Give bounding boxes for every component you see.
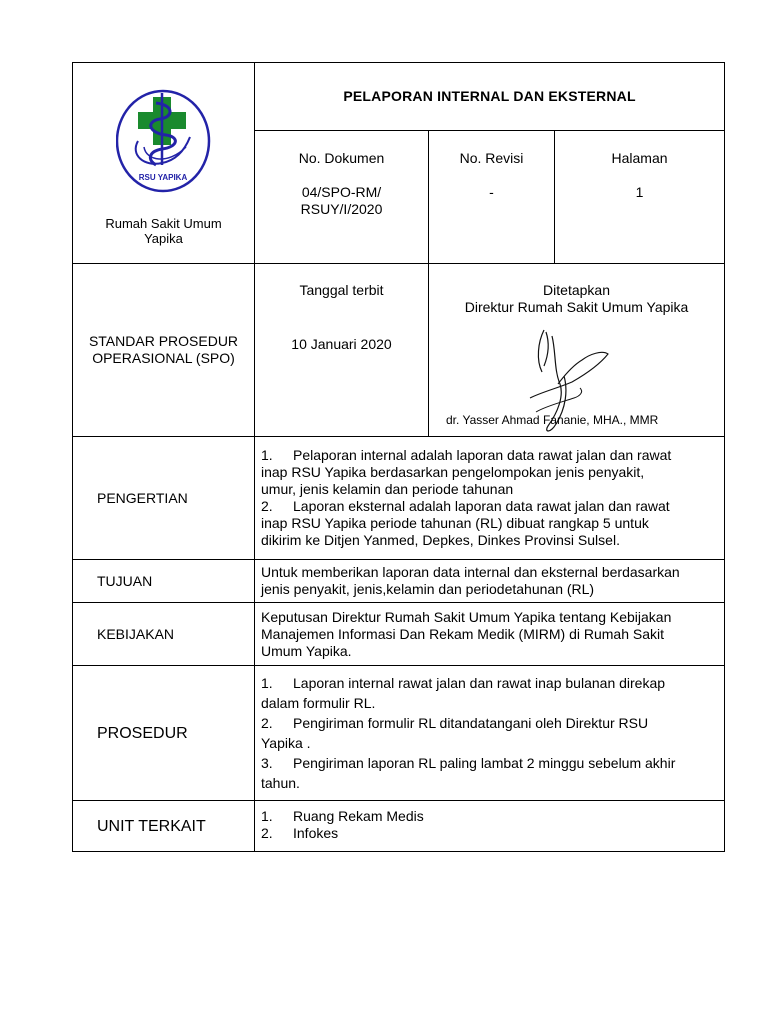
page-cell: [555, 131, 725, 264]
doc-number-line1: 04/SPO-RM/: [301, 184, 382, 200]
hospital-name-line1: Rumah Sakit Umum: [105, 216, 222, 231]
pengertian-item-1-line2: inap RSU Yapika berdasarkan pengelompokan jenis penyakit,: [261, 464, 645, 480]
prosedur-item-2: [261, 713, 720, 753]
prosedur-body: [255, 666, 725, 801]
issue-date-label: Tanggal terbit: [299, 282, 384, 298]
hospital-name: [73, 216, 254, 246]
unit-terkait-label: UNIT TERKAIT: [73, 801, 255, 852]
signer-name: dr. Yasser Ahmad Fananie, MHA., MMR: [446, 413, 659, 427]
revision-cell: [429, 131, 555, 264]
prosedur-item-2-line1: Pengiriman formulir RL ditandatangani oleh Direktur RSU: [293, 715, 649, 731]
doc-number-line2: RSUY/I/2020: [300, 201, 383, 217]
unit-terkait-body: [255, 801, 725, 852]
tujuan-line2: jenis penyakit, jenis,kelamin dan periodetahunan (RL): [261, 581, 595, 597]
approval-label: Ditetapkan: [543, 282, 610, 298]
kebijakan-body: [255, 603, 725, 666]
hospital-name-line2: Yapika: [144, 231, 183, 246]
spo-table: [72, 62, 725, 852]
issue-date-value: 10 Januari 2020: [291, 336, 392, 352]
page-value: 1: [635, 184, 644, 200]
pengertian-label: PENGERTIAN: [73, 437, 255, 560]
pengertian-item-1-line3: umur, jenis kelamin dan periode tahunan: [261, 481, 514, 497]
prosedur-label: PROSEDUR: [73, 666, 255, 801]
kebijakan-line3: Umum Yapika.: [261, 642, 352, 659]
page-label: Halaman: [611, 150, 668, 166]
prosedur-item-1-line1: Laporan internal rawat jalan dan rawat inap bulanan direkap: [293, 675, 666, 691]
pengertian-body: [255, 437, 725, 560]
kebijakan-line2: Manajemen Informasi Dan Rekam Medik (MIRM) di Rumah Sakit: [261, 625, 665, 642]
pengertian-item-1: [261, 447, 720, 498]
item-number: 1.: [261, 447, 273, 463]
prosedur-item-1: [261, 673, 720, 713]
tujuan-label: TUJUAN: [73, 560, 255, 603]
tujuan-line1: Untuk memberikan laporan data internal dan eksternal berdasarkan: [261, 564, 680, 580]
logo-cell: [73, 63, 255, 264]
prosedur-item-2-line2: Yapika .: [261, 735, 311, 751]
unit-item-1-text: Ruang Rekam Medis: [293, 808, 424, 824]
item-number: 2.: [261, 498, 273, 514]
pengertian-item-2-line3: dikirim ke Ditjen Yanmed, Depkes, Dinkes Provinsi Sulsel.: [261, 532, 620, 548]
document-title: PELAPORAN INTERNAL DAN EKSTERNAL: [255, 63, 725, 131]
hospital-logo: [116, 89, 211, 199]
prosedur-item-1-line2: dalam formulir RL.: [261, 695, 376, 711]
prosedur-item-3-line1: Pengiriman laporan RL paling lambat 2 minggu sebelum akhir: [293, 755, 676, 771]
doc-number-label: No. Dokumen: [298, 150, 385, 166]
approval-authority: Direktur Rumah Sakit Umum Yapika: [464, 299, 689, 315]
pengertian-item-1-line1: Pelaporan internal adalah laporan data rawat jalan dan rawat: [293, 447, 672, 463]
revision-value: -: [489, 184, 494, 200]
issue-date-cell: [255, 264, 429, 437]
revision-label: No. Revisi: [459, 150, 524, 166]
item-number: 3.: [261, 755, 273, 771]
spo-document: [72, 62, 724, 852]
kebijakan-label: KEBIJAKAN: [73, 603, 255, 666]
item-number: 1.: [261, 808, 273, 824]
pengertian-item-2-line1: Laporan eksternal adalah laporan data rawat jalan dan rawat: [293, 498, 670, 514]
item-number: 2.: [261, 715, 273, 731]
spo-label-line2: OPERASIONAL (SPO): [92, 350, 235, 366]
doc-number-value: [255, 184, 428, 218]
spo-label-line1: STANDAR PROSEDUR: [88, 333, 239, 349]
unit-item-2-text: Infokes: [293, 825, 339, 841]
logo-text: RSU YAPIKA: [138, 173, 188, 182]
kebijakan-line1: Keputusan Direktur Rumah Sakit Umum Yapika tentang Kebijakan: [261, 608, 672, 625]
unit-item-2: [261, 825, 720, 842]
item-number: 2.: [261, 825, 273, 841]
pengertian-item-2-line2: inap RSU Yapika periode tahunan (RL) dibuat rangkap 5 untuk: [261, 515, 649, 531]
prosedur-item-3: [261, 753, 720, 793]
doc-number-cell: [255, 131, 429, 264]
item-number: 1.: [261, 675, 273, 691]
tujuan-body: [255, 560, 725, 603]
approval-cell: [429, 264, 725, 437]
pengertian-item-2: [261, 498, 720, 549]
prosedur-item-3-line2: tahun.: [261, 775, 300, 791]
unit-item-1: [261, 808, 720, 825]
spo-label: [73, 264, 255, 437]
